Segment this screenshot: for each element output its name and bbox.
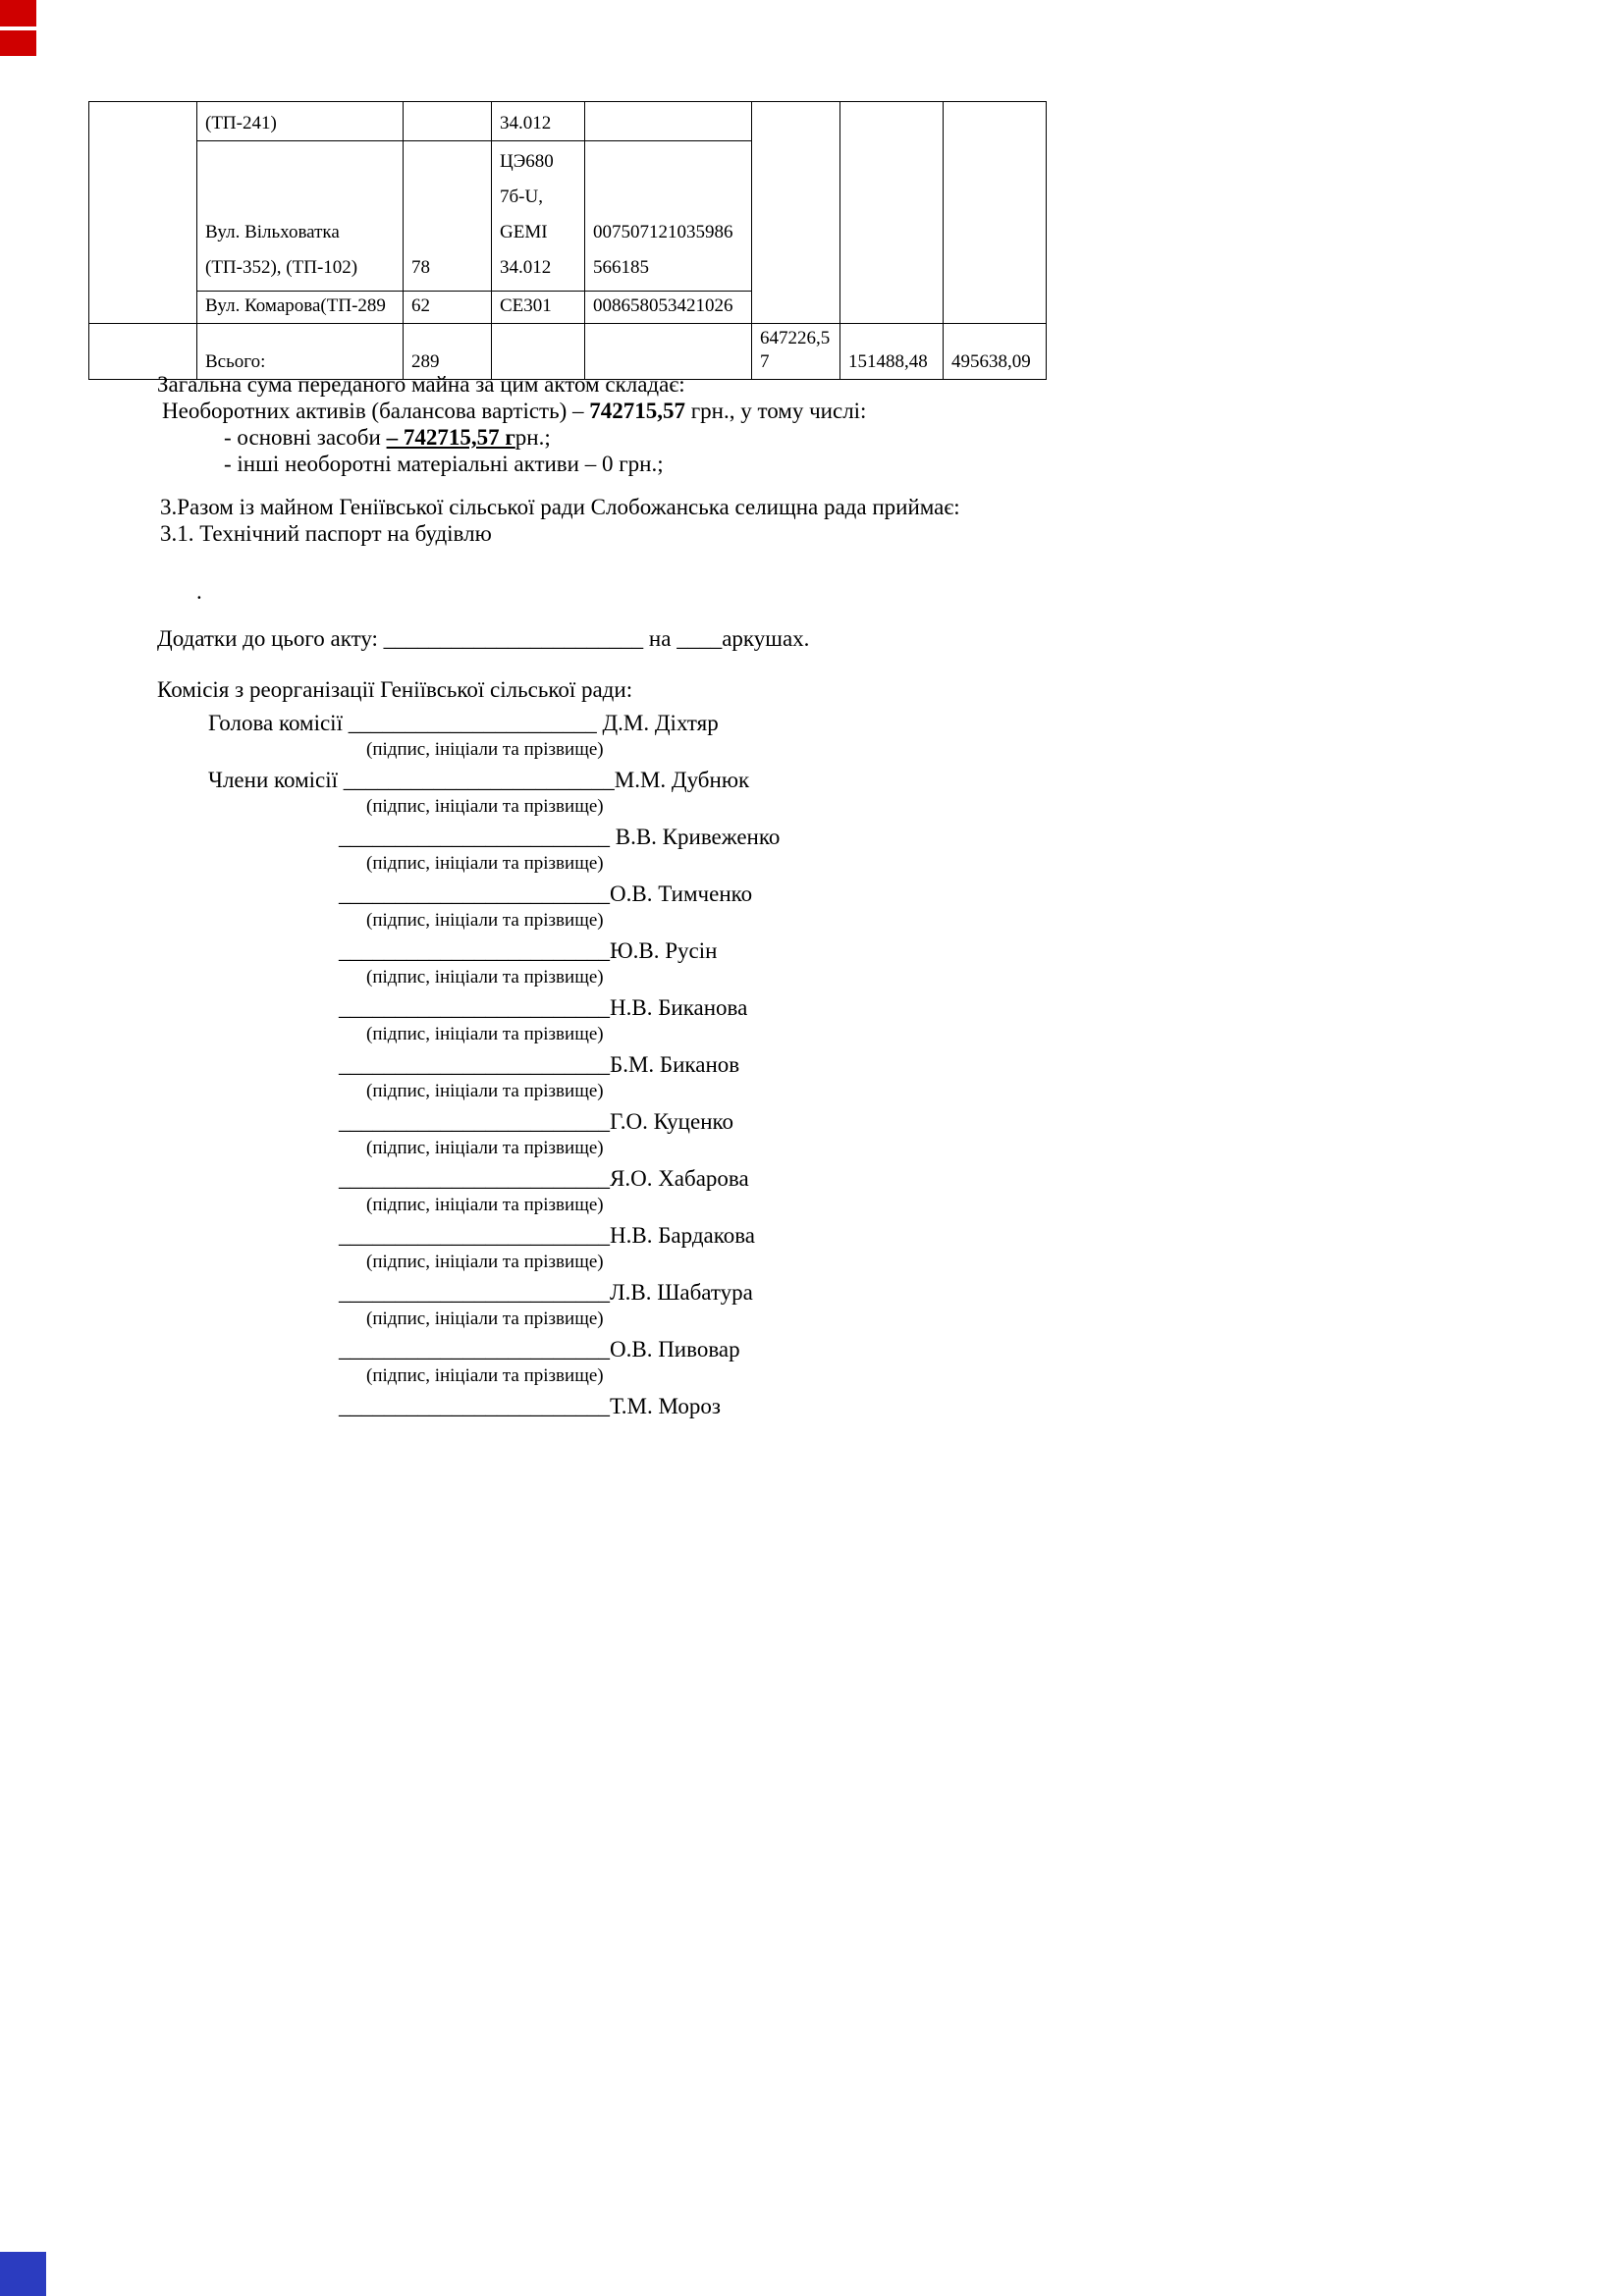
signature-line: ________________________ bbox=[339, 995, 610, 1020]
signatory-name: Н.В. Бардакова bbox=[610, 1223, 755, 1248]
summary-line-2-text: Необоротних активів (балансова вартість) – bbox=[162, 399, 590, 423]
attachments-line bbox=[157, 625, 809, 652]
red-marker bbox=[0, 30, 36, 56]
cell-sum-empty bbox=[944, 102, 1047, 324]
signature-line: ________________________ bbox=[339, 1109, 610, 1134]
signatory-name: Б.М. Биканов bbox=[610, 1052, 740, 1077]
signature-row bbox=[0, 1392, 1624, 1449]
signature-name-line bbox=[339, 1221, 1624, 1250]
cell-meter-type: 34.012 bbox=[492, 102, 585, 141]
signature-name-line bbox=[339, 823, 1624, 851]
cell-count: 62 bbox=[404, 292, 492, 324]
signature-row bbox=[0, 1164, 1624, 1221]
summary-item-2: - інші необоротні матеріальні активи – 0 грн.; bbox=[224, 452, 664, 476]
section-3-line-1: 3.Разом із майном Геніївської сільської ради Слобожанська селищна рада приймає: bbox=[160, 495, 960, 519]
cell-sum-2: 151488,48 bbox=[840, 324, 944, 380]
signature-row bbox=[0, 1050, 1624, 1107]
summary-item-1-text: - основні засоби bbox=[224, 425, 387, 450]
signature-caption: (підпис, ініціали та прізвище) bbox=[366, 1252, 604, 1272]
meters-table bbox=[88, 101, 1047, 380]
table-row bbox=[89, 102, 1047, 141]
signatory-name: О.В. Тимченко bbox=[610, 881, 753, 906]
cell-meter-number: 007507121035986 566185 bbox=[585, 141, 752, 292]
red-marker bbox=[0, 0, 36, 27]
signature-line: ________________________ bbox=[339, 1166, 610, 1191]
signature-line: ________________________ bbox=[339, 938, 610, 963]
signature-block bbox=[0, 709, 1624, 1449]
signature-name-line bbox=[339, 1278, 1624, 1307]
signature-row bbox=[0, 823, 1624, 880]
cell-street: Вул. Комарова(ТП-289 bbox=[197, 292, 404, 324]
summary-paragraph bbox=[157, 371, 866, 477]
signature-row bbox=[0, 1335, 1624, 1392]
signatory-name: Л.В. Шабатура bbox=[610, 1280, 753, 1305]
cell-count: 289 bbox=[404, 324, 492, 380]
signature-name-line bbox=[339, 1392, 1624, 1420]
signature-name-line bbox=[339, 1050, 1624, 1079]
blue-marker bbox=[0, 2252, 46, 2296]
cell-total-label: Всього: bbox=[197, 324, 404, 380]
summary-line-2 bbox=[157, 398, 866, 424]
signature-role-label: Голова комісії bbox=[208, 711, 349, 735]
section-3-line-2: 3.1. Технічний паспорт на будівлю bbox=[160, 521, 492, 546]
signature-row bbox=[0, 993, 1624, 1050]
signature-row bbox=[0, 936, 1624, 993]
signatory-name: В.В. Кривеженко bbox=[610, 825, 781, 849]
signature-row bbox=[0, 1107, 1624, 1164]
signature-line: ________________________ bbox=[339, 881, 610, 906]
signature-name-line bbox=[339, 880, 1624, 908]
signature-caption: (підпис, ініціали та прізвище) bbox=[366, 853, 604, 874]
signature-caption: (підпис, ініціали та прізвище) bbox=[366, 1081, 604, 1101]
signatory-name: Я.О. Хабарова bbox=[610, 1166, 749, 1191]
signature-caption: (підпис, ініціали та прізвище) bbox=[366, 739, 604, 760]
cell-meter-number bbox=[585, 102, 752, 141]
cell-meter-type: СЕ301 bbox=[492, 292, 585, 324]
summary-line-2-tail: грн., у тому числі: bbox=[685, 399, 867, 423]
signature-line: ________________________ bbox=[339, 1394, 610, 1418]
cell-sum-empty bbox=[840, 102, 944, 324]
summary-item-1-bold: – 742715,57 г bbox=[386, 425, 515, 450]
signature-caption: (підпис, ініціали та прізвище) bbox=[366, 910, 604, 931]
signatory-name: Ю.В. Русін bbox=[610, 938, 718, 963]
summary-item-1 bbox=[157, 424, 866, 451]
signature-name-line bbox=[339, 1335, 1624, 1363]
summary-total-bold: 742715,57 bbox=[589, 399, 685, 423]
cell-sum-empty bbox=[752, 102, 840, 324]
signature-line: ________________________ bbox=[339, 1337, 610, 1362]
cell-count: 78 bbox=[404, 141, 492, 292]
summary-line-1: Загальна сума переданого майна за цим актом складає: bbox=[157, 372, 685, 397]
signatory-name: М.М. Дубнюк bbox=[614, 768, 750, 792]
cell-sum-3: 495638,09 bbox=[944, 324, 1047, 380]
signatory-name: Т.М. Мороз bbox=[610, 1394, 721, 1418]
cell-empty-left bbox=[89, 102, 197, 324]
signature-row bbox=[0, 1221, 1624, 1278]
signature-name-line bbox=[208, 709, 1624, 737]
signatory-name: Г.О. Куценко bbox=[610, 1109, 734, 1134]
attachments-text: Додатки до цього акту: bbox=[157, 626, 384, 651]
stray-period: . bbox=[196, 579, 202, 604]
attachments-tail-text: аркушах. bbox=[722, 626, 810, 651]
signature-caption: (підпис, ініціали та прізвище) bbox=[366, 796, 604, 817]
signatory-name: Д.М. Діхтяр bbox=[596, 711, 719, 735]
cell-count bbox=[404, 102, 492, 141]
signature-row bbox=[0, 766, 1624, 823]
signature-line: ________________________ bbox=[339, 825, 610, 849]
signature-role-label: Члени комісії bbox=[208, 768, 344, 792]
cell-street: Вул. Вільховатка (ТП-352), (ТП-102) bbox=[197, 141, 404, 292]
cell-sum-1: 647226,57 bbox=[752, 324, 840, 380]
section-3-paragraph bbox=[160, 494, 960, 547]
signature-name-line bbox=[339, 993, 1624, 1022]
attachments-mid-text: на bbox=[643, 626, 677, 651]
signature-name-line bbox=[339, 936, 1624, 965]
cell-street: (ТП-241) bbox=[197, 102, 404, 141]
signature-line: ________________________ bbox=[343, 768, 615, 792]
signature-line: ________________________ bbox=[339, 1052, 610, 1077]
attachments-blank-line: _______________________ bbox=[383, 626, 644, 651]
signature-caption: (підпис, ініціали та прізвище) bbox=[366, 967, 604, 988]
summary-item-1-tail: рн.; bbox=[514, 425, 551, 450]
signature-line: ______________________ bbox=[348, 711, 597, 735]
signature-row bbox=[0, 1278, 1624, 1335]
signature-name-line bbox=[339, 1164, 1624, 1193]
commission-heading: Комісія з реорганізації Геніївської сільської ради: bbox=[157, 677, 633, 702]
signature-caption: (підпис, ініціали та прізвище) bbox=[366, 1365, 604, 1386]
signature-caption: (підпис, ініціали та прізвище) bbox=[366, 1308, 604, 1329]
signature-row bbox=[0, 880, 1624, 936]
cell-meter-type: ЦЭ680 7б-U, GEMI 34.012 bbox=[492, 141, 585, 292]
signature-line: ________________________ bbox=[339, 1223, 610, 1248]
signature-name-line bbox=[339, 1107, 1624, 1136]
cell-meter-number: 008658053421026 bbox=[585, 292, 752, 324]
signature-caption: (підпис, ініціали та прізвище) bbox=[366, 1024, 604, 1044]
signature-caption: (підпис, ініціали та прізвище) bbox=[366, 1195, 604, 1215]
signature-line: ________________________ bbox=[339, 1280, 610, 1305]
signature-row bbox=[0, 709, 1624, 766]
signatory-name: О.В. Пивовар bbox=[610, 1337, 740, 1362]
signature-caption: (підпис, ініціали та прізвище) bbox=[366, 1138, 604, 1158]
attachments-sheets-blank: ____ bbox=[677, 626, 723, 651]
signatory-name: Н.В. Биканова bbox=[610, 995, 748, 1020]
signature-name-line bbox=[208, 766, 1624, 794]
